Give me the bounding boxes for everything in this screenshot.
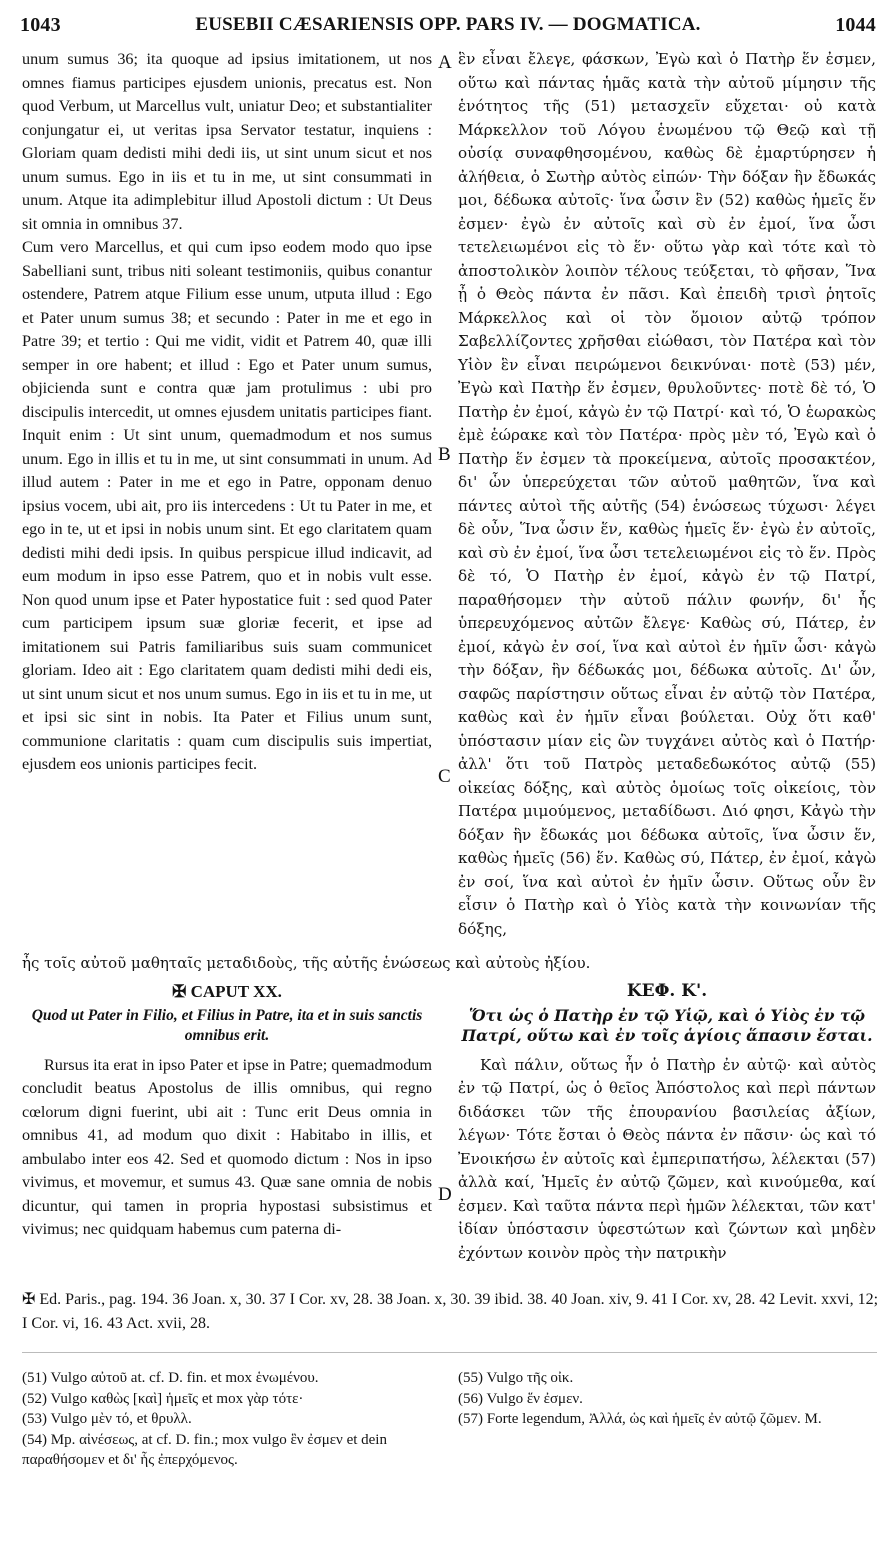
- footnote: (52) Vulgo καθὼς [καὶ] ἡμεῖς et mox γὰρ τότε·: [22, 1390, 304, 1407]
- footnote: (53) Vulgo μὲν τό, et θρυλλ.: [22, 1411, 192, 1427]
- margin-letter-a: A: [438, 52, 452, 73]
- notes-left-column: [22, 1368, 440, 1471]
- greek-chapter-title: ΚΕΦ. Κ'.: [626, 981, 708, 1001]
- margin-letter-b: B: [438, 444, 451, 465]
- greek-chapter-subtitle: Ὅτι ὡς ὁ Πατὴρ ἐν τῷ Υἱῷ, καὶ ὁ Υἱὸς ἐν τῷ Πατρί, οὕτω καὶ ἐν τοῖς ἁγίοις ἅπασιν ἔσται.: [461, 1005, 873, 1045]
- footnote: (54) Mp. αἰνέσεως, at cf. D. fin.; mox vulgo ἓν ἐσμεν et dein παραθήσομεν et δι' ἧς ἐπερχόμενος.: [22, 1431, 387, 1468]
- page-number-left: 1043: [20, 14, 61, 36]
- margin-letter-d: D: [438, 1184, 452, 1205]
- latin-paragraph: unum sumus 36; ita quoque ad ipsius imitationem, ut nos omnes fiamus participes ejusdem unionis, precatus est. Non quod Verbum, ut Marcellus vult, uniatur Deo; et substantialiter conjungatur ei, ut veritas ipsa Servator testatur, inquiens : Gloriam quam dedisti mihi dedi iis, ut sint unum sicut et nos unum sumus. Ego in iis et tu in me, ut sint consummati in unum. Atque ita adimplebitur illud Apostoli dictum : Ut Deus sit omnia in omnibus 37.: [22, 50, 432, 233]
- footnote: (56) Vulgo ἕν ἐσμεν.: [458, 1390, 583, 1407]
- latin-chapter-subtitle: Quod ut Pater in Filio, et Filius in Patre, ita et in suis sanctis omnibus erit.: [31, 1006, 423, 1044]
- greek-column: [458, 48, 876, 941]
- latin-paragraph: Cum vero Marcellus, et qui cum ipso eodem modo quo ipse Sabelliani sunt, tribus niti soleant testimoniis, quibus conantur ostendere, Patrem atque Filium esse unum, utputa illud : Ego et Pater unum sumus 38; et secundo : Pater in me et ego in Patre 39; et tertio : Qui me vidit, vidit et Patrem 40, quæ illi semper in ore habent; et illud : Ego et Pater unum sumus, objicienda sunt e contra quæ jam protulimus : ubi pro discipulis intercedit, ut omnes ejusdem unitatis participes fiant. Inquit enim : Ut sint unum, quemadmodum et nos sumus unum. Ego in illis et tu in me, ut sint consummati in unum. Ad illud autem : Pater in me et ego in Patre, opponam denuo ipsius vocem, ubi ait, pro iis intercedens : Ut tu Pater in me, et ego in te, ut et ipsi in nobis unum sint. Et ego claritatem quam dedisti mihi dedi ipsis. In quibus perspicue illud indicavit, ad eum modum in ipso esse Patrem, quo et in nobis vult esse. Non quod unum ipse et Pater hypostatice fuit : sed quod Pater cum participem ipsum suæ gloriæ fecerit, et ipse ad imitationem sui Patris familiaribus suis suam communicet gloriam. Ideo ait : Ego claritatem quam dedisti mihi dedi eis, ut sint unum sicut et nos unum sumus. Ego in iis et tu in me, ut et ipsi sic sint in nobis. Ita Pater et Filius unum sunt, communione claritatis : quam cum discipulis suis impertiat, ejusdem eos unionis participes fecit.: [22, 238, 432, 773]
- latin-chapter-title: ✠ CAPUT XX.: [172, 982, 282, 1001]
- running-title: EUSEBII CÆSARIENSIS OPP. PARS IV. — DOGMATICA.: [195, 14, 701, 35]
- greek-bridge-line: ἧς τοῖς αὐτοῦ μαθηταῖς μεταδιδοὺς, τῆς αὐτῆς ἑνώσεως καὶ αὐτοὺς ἠξίου.: [22, 954, 591, 972]
- footnote: (55) Vulgo τῆς οἰκ.: [458, 1370, 574, 1386]
- footnote: (51) Vulgo αὐτοῦ at. cf. D. fin. et mox ἑνωμένου.: [22, 1370, 319, 1386]
- greek-chapter-text: Καὶ πάλιν, οὕτως ἦν ὁ Πατὴρ ἐν αὐτῷ· καὶ αὐτὸς ἐν τῷ Πατρί, ὡς ὁ θεῖος Ἀπόστολος καὶ περὶ πάντων διδάσκει τῶν τῆς ἐπουρανίου βασιλείας ἀξίων, λέγων· Τότε ἔσται ὁ Θεὸς πάντα ἐν πᾶσιν· ὡς καὶ τό Ἐνοικήσω ἐν αὐτοῖς καὶ ἐμπεριπατήσω, λέλεκται (57) ἀλλὰ καί, Ἡμεῖς ἐν αὐτῷ ζῶμεν, καὶ κινούμεθα, καί ἐσμεν. Καὶ ταῦτα πάντα περὶ ἡμῶν λέλεκται, τῶν κατ' ἰδίαν ὑπόστασιν ὑφεστώτων καὶ ζώντων καὶ μηδὲν ἐχόντων κοινὸν πρὸς τὴν πατρικὴν: [458, 1055, 876, 1262]
- notes-divider: [22, 1352, 877, 1353]
- latin-column: [22, 48, 432, 777]
- page-number-right: 1044: [835, 14, 876, 36]
- margin-letter-c: C: [438, 766, 451, 787]
- footnote: (57) Forte legendum, Ἀλλά, ὡς καὶ ἡμεῖς ἐν αὐτῷ ζῶμεν. M.: [458, 1411, 822, 1427]
- latin-chapter-text: Rursus ita erat in ipso Pater et ipse in Patre; quemadmodum concludit beatus Apostolus de illis omnibus, qui regno cœlorum digni fuerint, ubi ait : Tunc erit Deus omnia in omnibus 41, ad modum quo dixit : Habitabo in illis, et ambulabo inter eos 42. Sed et quomodo dictum : Nos in ipso vivimus, et movemur, et sumus 43. Quæ sane omnia de nobis dicuntur, qui tamen in propria hypostasi subsistimus et vivimus; nec quidquam habemus cum paterna di-: [22, 1055, 432, 1238]
- latin-chapter: [22, 980, 432, 1242]
- scripture-references: ✠ Ed. Paris., pag. 194. 36 Joan. x, 30. 37 I Cor. xv, 28. 38 Joan. x, 30. 39 ibid. 38. 40 Joan. xiv, 9. 41 I Cor. xv, 28. 42 Levit. xxvi, 12; I Cor. vi, 16. 43 Act. xvii, 28.: [22, 1291, 879, 1332]
- greek-paragraph: ἓν εἶναι ἔλεγε, φάσκων, Ἐγὼ καὶ ὁ Πατὴρ ἕν ἐσμεν, οὕτω καὶ πάντας ἡμᾶς κατὰ τὴν αὐτοῦ μίμησιν τῆς ἑνότητος τῆς (51) μετασχεῖν εὔχεται· οὐ κατὰ Μάρκελλον τοῦ Λόγου ἑνωμένου τῷ Θεῷ καὶ τῇ οὐσίᾳ συναφθησομένου, καθὼς δὲ ἐμαρτύρησεν ἡ ἀλήθεια, ὁ Σωτὴρ αὐτὸς εἰπών· Τὴν δόξαν ἣν ἔδωκάς μοι, δέδωκα αὐτοῖς· ἵνα ὦσιν ἓν (52) καθὼς ἡμεῖς ἕν ἐσμεν· ἐγὼ ἐν αὐτοῖς καὶ σὺ ἐν ἐμοί, ἵνα ὦσι τετελειωμένοι εἰς τὸ ἕν· οὕτω γὰρ καὶ τότε καὶ τὸ ἀποστολικὸν λοιπὸν τέλους τεύξεται, τὸ φῆσαν, Ἵνα ᾖ ὁ Θεὸς πάντα ἐν πᾶσι. Καὶ ἐπειδὴ τρισὶ ῥητοῖς Μάρκελλος καὶ οἱ τὸν ὅμοιον αὐτῷ τρόπον Σαβελλίζοντες χρῆσθαι εἰώθασι, τὸν Πατέρα καὶ τὸν Υἱὸν ἓν εἶναι πειρώμενοι δεικνύναι· ποτὲ (53) μέν, Ἐγὼ καὶ Πατὴρ ἕν ἐσμεν, θρυλοῦντες· ποτὲ δὲ τό, Ὁ Πατὴρ ἐν ἐμοί, κἀγὼ ἐν τῷ Πατρί· καὶ τό, Ὁ ἑωρακὼς ἐμὲ ἑώρακε καὶ τὸν Πατέρα· πρὸς μὲν τό, Ἐγὼ καὶ ὁ Πατὴρ ἕν ἐσμεν τὰ προκείμενα, αὐτοῖς προσακτέον, δι' ὧν ὑπερεύχεται τῶν αὐτοῦ μαθητῶν, ἵνα καὶ πάντες αὐτοὶ τῆς αὐτῆς (54) ἑνώσεως τύχωσι· λέγει δὲ οὖν, Ἵνα ὦσιν ἕν, καθὼς ἡμεῖς ἕν· ἐγὼ ἐν αὐτοῖς, καὶ σὺ ἐν ἐμοί, ἵνα ὦσι τετελειωμένοι εἰς τὸ ἕν. Πρὸς δὲ τό, Ὁ Πατὴρ ἐν ἐμοί, κἀγὼ ἐν τῷ Πατρί, παραθήσομεν τὴν αὐτοῦ πάλιν φωνήν, δι' ἧς ὑπερευχόμενος αὐτῶν ἔλεγε· Καθὼς σύ, Πάτερ, ἐν ἐμοί, κἀγὼ ἐν σοί, ἵνα καὶ αὐτοὶ ἐν ἡμῖν ὦσι· κἀγὼ τὴν δόξαν, ἣν δέδωκάς μοι, δέδωκα αὐτοῖς. Δι' ὧν, σαφῶς παρίστησιν οὕτως εἶναι ἐν αὐτῷ τὸν Πατέρα, καθὼς καὶ ἐν ἡμῖν εἶναι βούλεται. Οὐχ ὅτι καθ' ὑπόστασιν μίαν εἰς ὢν τυγχάνει αὐτὸς καὶ ὁ Πατήρ· ἀλλ' ὅτι τοῦ Πατρὸς μεταδεδωκότος αὐτῷ (55) οἰκείας δόξης, καὶ αὐτὸς ὁμοίως τοῖς οἰκείοις, τὸν Πατέρα μιμούμενος, μεταδίδωσι. Διό φησι, Κἀγὼ τὴν δόξαν ἣν ἔδωκάς μοι δέδωκα αὐτοῖς, ἵνα ὦσιν ἕν, καθὼς ἡμεῖς (56) ἕν. Καθὼς σύ, Πάτερ, ἐν ἐμοί, κἀγὼ ἐν σοί, ἵνα καὶ αὐτοὶ ἐν ἡμῖν ὦσιν. Οὕτως οὖν ἓν εἶσιν ὁ Πατὴρ καὶ ὁ Υἱὸς κατὰ τὴν κοινωνίαν τῆς δόξης,: [458, 50, 876, 938]
- notes-right-column: [458, 1368, 876, 1430]
- greek-chapter: [458, 980, 876, 1265]
- running-header: [0, 14, 896, 40]
